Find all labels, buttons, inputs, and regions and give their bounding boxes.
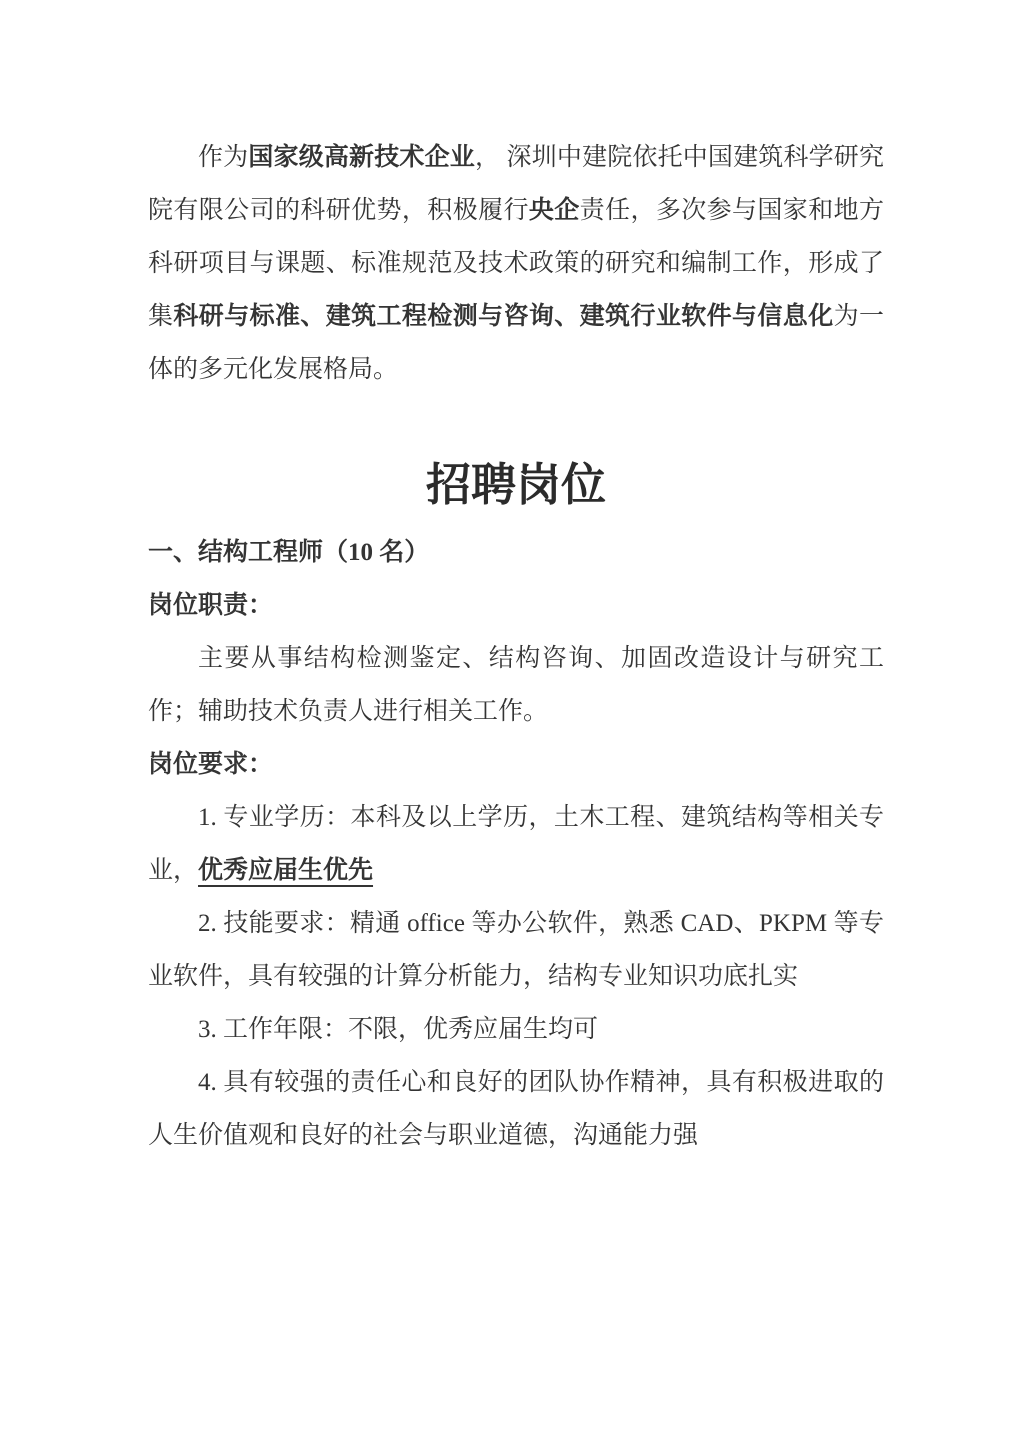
- intro-run-bold-businesses: 科研与标准、建筑工程检测与咨询、建筑行业软件与信息化: [173, 303, 834, 330]
- requirements-label: 岗位要求：: [148, 751, 274, 778]
- intro-paragraph: [148, 131, 884, 396]
- requirement-item-3: 3. 工作年限：不限，优秀应届生均可: [198, 1016, 599, 1043]
- duties-paragraph: 主要从事结构检测鉴定、结构咨询、加固改造设计与研究工作；辅助技术负责人进行相关工作。: [148, 645, 884, 725]
- intro-run-text: ，: [474, 144, 507, 171]
- intro-run-text: 作为: [198, 144, 249, 171]
- intro-run-text: 深圳中建院依托中国建筑科学研究院有限公司的科研优势，积极履行: [148, 144, 884, 224]
- intro-run-text: 责任，多次参与国家和地方科研项目与课题、标准规范及技术政策的研究和编制工作，形成了集: [148, 197, 884, 330]
- duties-label: 岗位职责：: [148, 592, 274, 619]
- section1-title: 一、结构工程师（10 名）: [148, 539, 430, 566]
- page-title: 招聘岗位: [425, 460, 606, 510]
- requirement-item-1-emphasis: 优秀应届生优先: [198, 857, 374, 884]
- intro-run-text: 为一体的多元化发展格局。: [148, 303, 884, 383]
- document-content: [148, 131, 884, 1162]
- intro-run-bold-soe: 央企: [528, 197, 580, 224]
- requirement-item-2: 2. 技能要求：精通 office 等办公软件，熟悉 CAD、PKPM 等专业软件，具有较强的计算分析能力，结构专业知识功底扎实: [148, 910, 884, 990]
- requirement-item-4: 4. 具有较强的责任心和良好的团队协作精神，具有积极进取的人生价值观和良好的社会与职业道德，沟通能力强: [148, 1069, 884, 1149]
- intro-run-bold-enterprise: 国家级高新技术企业: [248, 144, 475, 171]
- requirement-item-1: [148, 791, 884, 897]
- requirement-item-1-text: 1. 专业学历：本科及以上学历，土木工程、建筑结构等相关专业，: [148, 804, 884, 884]
